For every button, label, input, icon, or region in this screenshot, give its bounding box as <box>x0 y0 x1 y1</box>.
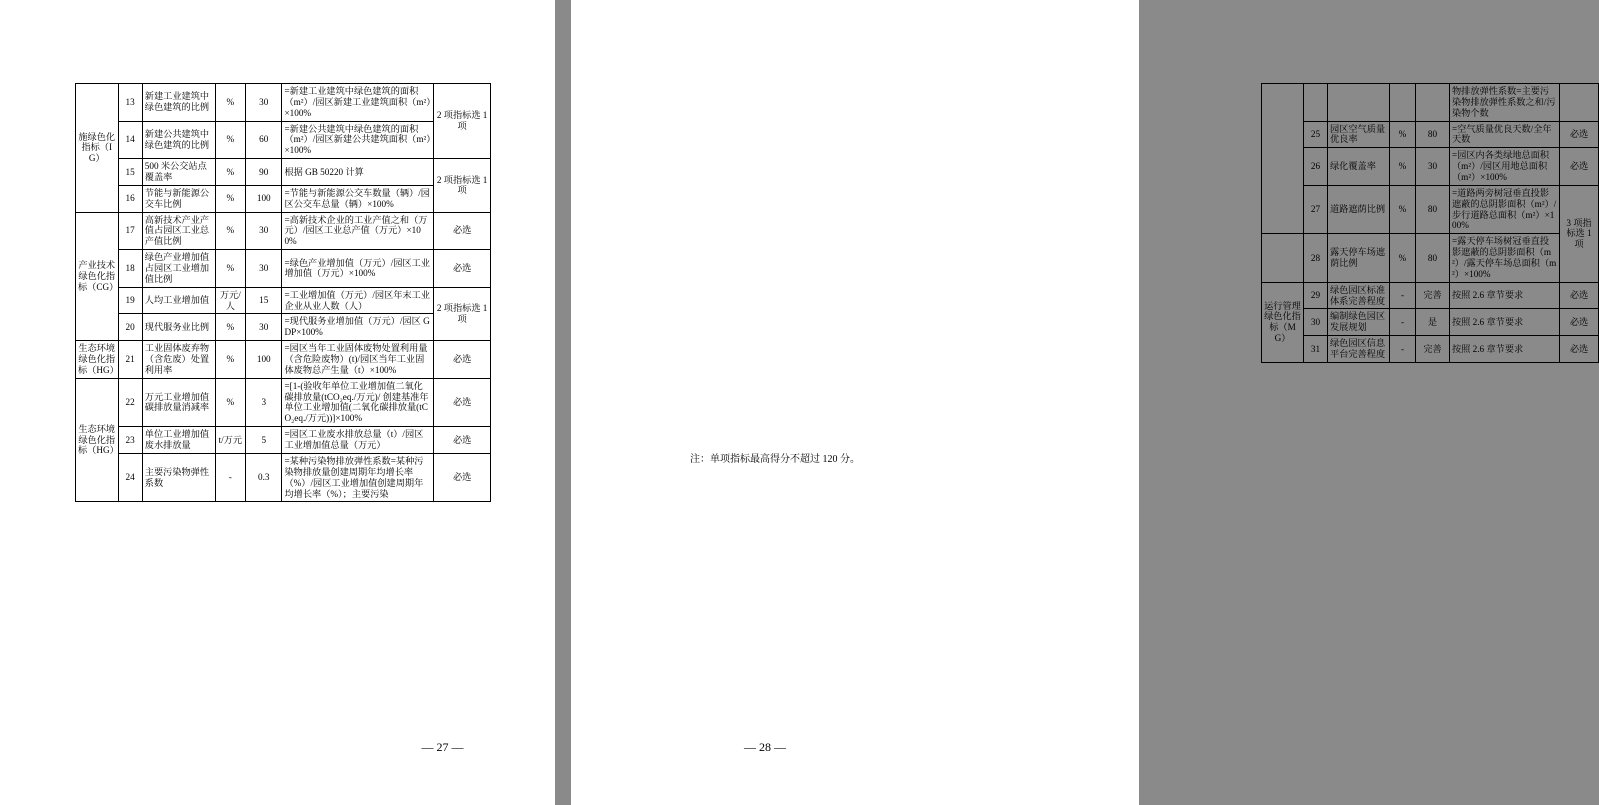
cell-unit: % <box>215 378 245 426</box>
cell-type: 必选 <box>1560 309 1599 336</box>
cell-formula: =园区内各类绿地总面积（m²）/园区用地总面积（m²）×100% <box>1450 148 1560 186</box>
table-row <box>1262 336 1599 363</box>
cell-type: 必选 <box>1560 121 1599 148</box>
table-row <box>1262 148 1599 186</box>
cell-unit: % <box>215 212 245 250</box>
table-row <box>76 287 491 314</box>
cell-formula: 按照 2.6 章节要求 <box>1450 309 1560 336</box>
cell-formula: =节能与新能源公交车数量（辆）/园区公交车总量（辆）×100% <box>282 185 434 212</box>
table-row <box>76 378 491 426</box>
cell-no: 25 <box>1304 121 1328 148</box>
cell-no: 18 <box>118 250 142 288</box>
table-note: 注：单项指标最高得分不超过 120 分。 <box>690 454 860 465</box>
cell-type <box>1560 84 1599 122</box>
page-number-right: — 28 — <box>744 740 786 754</box>
cell-value: 30 <box>246 84 282 122</box>
cell-name: 绿色产业增加值占园区工业增加值比例 <box>142 250 215 288</box>
cell-name: 绿色园区信息平台完善程度 <box>1328 336 1390 363</box>
cell-name: 人均工业增加值 <box>142 287 215 314</box>
cell-no: 30 <box>1304 309 1328 336</box>
cell-name: 道路遮荫比例 <box>1328 185 1390 233</box>
cell-name: 高新技术产业产值占园区工业总产值比例 <box>142 212 215 250</box>
cell-type: 3 项指标选 1 项 <box>1560 185 1599 282</box>
cell-unit <box>1390 84 1416 122</box>
cell-value: 0.3 <box>246 453 282 501</box>
cell-category <box>1262 84 1304 234</box>
cell-name: 绿色园区标准体系完善程度 <box>1328 282 1390 309</box>
cell-name: 绿化覆盖率 <box>1328 148 1390 186</box>
cell-name: 新建工业建筑中绿色建筑的比例 <box>142 84 215 122</box>
cell-type: 2 项指标选 1 项 <box>434 84 491 159</box>
cell-no: 20 <box>118 314 142 341</box>
cell-no <box>1304 84 1328 122</box>
cell-formula: 按照 2.6 章节要求 <box>1450 282 1560 309</box>
cell-formula: =工业增加值（万元）/园区年末工业企业从业人数（人） <box>282 287 434 314</box>
cell-type: 必选 <box>434 427 491 454</box>
cell-no: 23 <box>118 427 142 454</box>
cell-unit: % <box>215 314 245 341</box>
table-row <box>1262 309 1599 336</box>
cell-type: 2 项指标选 1 项 <box>434 287 491 340</box>
cell-category: 生态环境绿色化指标（HG） <box>76 378 119 502</box>
cell-name: 单位工业增加值废水排放量 <box>142 427 215 454</box>
cell-value: 30 <box>246 314 282 341</box>
cell-unit: % <box>215 121 245 159</box>
cell-value: 30 <box>1416 148 1450 186</box>
cell-category: 产业技术绿色化指标（CG） <box>76 212 119 341</box>
cell-name: 工业固体废弃物（含危废）处置利用率 <box>142 341 215 379</box>
cell-unit: % <box>1390 185 1416 233</box>
cell-unit: % <box>215 185 245 212</box>
cell-no: 21 <box>118 341 142 379</box>
table-row <box>76 185 491 212</box>
cell-name: 园区空气质量优良率 <box>1328 121 1390 148</box>
cell-type: 必选 <box>434 341 491 379</box>
cell-type: 2 项指标选 1 项 <box>434 159 491 212</box>
page-right <box>571 0 1592 805</box>
table-row <box>76 159 491 186</box>
cell-formula: =某种污染物排放弹性系数=某种污染物排放量创建周期年均增长率（%）/园区工业增加值创建周期年均增长率（%）；主要污染 <box>282 453 434 501</box>
cell-name: 节能与新能源公交车比例 <box>142 185 215 212</box>
cell-type: 必选 <box>1560 148 1599 186</box>
cell-type: 必选 <box>434 453 491 501</box>
cell-no: 13 <box>118 84 142 122</box>
cell-no: 19 <box>118 287 142 314</box>
cell-category: 运行管理绿色化指标（MG） <box>1262 282 1304 362</box>
cell-name: 露天停车场遮荫比例 <box>1328 234 1390 282</box>
cell-no: 31 <box>1304 336 1328 363</box>
cell-value: 5 <box>246 427 282 454</box>
cell-value: 30 <box>246 250 282 288</box>
cell-formula: =新建工业建筑中绿色建筑的面积（m²）/园区新建工业建筑面积（m²）×100% <box>282 84 434 122</box>
cell-type: 必选 <box>1560 282 1599 309</box>
cell-name: 编制绿色园区发展规划 <box>1328 309 1390 336</box>
indicator-table-left <box>75 83 491 502</box>
cell-unit: % <box>1390 121 1416 148</box>
cell-category <box>1262 234 1304 282</box>
cell-formula: =道路两旁树冠垂直投影遮蔽的总阴影面积（m²）/步行道路总面积（m²）×100% <box>1450 185 1560 233</box>
cell-formula: =空气质量优良天数/全年天数 <box>1450 121 1560 148</box>
cell-formula: =露天停车场树冠垂直投影遮蔽的总阴影面积（m²）/露天停车场总面积（m²）×100% <box>1450 234 1560 282</box>
table-row <box>1262 121 1599 148</box>
cell-type: 必选 <box>434 378 491 426</box>
cell-formula: =园区当年工业固体废物处置利用量（含危险废物）(t)/园区当年工业固体废物总产生量（t）×100% <box>282 341 434 379</box>
page-number-left: — 27 — <box>421 740 464 754</box>
cell-type: 必选 <box>434 212 491 250</box>
table-row <box>1262 234 1599 282</box>
cell-no: 28 <box>1304 234 1328 282</box>
cell-formula: =新建公共建筑中绿色建筑的面积（m²）/园区新建公共建筑面积（m²）×100% <box>282 121 434 159</box>
cell-formula: 按照 2.6 章节要求 <box>1450 336 1560 363</box>
cell-value: 80 <box>1416 185 1450 233</box>
cell-value: 80 <box>1416 234 1450 282</box>
table-row <box>76 314 491 341</box>
cell-formula: =高新技术企业的工业产值之和（万元）/园区工业总产值（万元）×100% <box>282 212 434 250</box>
cell-no: 16 <box>118 185 142 212</box>
cell-value: 90 <box>246 159 282 186</box>
cell-type: 必选 <box>434 250 491 288</box>
cell-no: 15 <box>118 159 142 186</box>
cell-value: 60 <box>246 121 282 159</box>
indicator-table-right <box>1261 83 1599 363</box>
cell-name: 现代服务业比例 <box>142 314 215 341</box>
table-row <box>76 84 491 122</box>
cell-formula: =绿色产业增加值（万元）/园区工业增加值（万元）×100% <box>282 250 434 288</box>
cell-unit: - <box>1390 282 1416 309</box>
formula-text: =[1-(验收年单位工业增加值二氧化碳排放量(tCO₂eq./万元)/ 创建基准年单位工业增加值(二氧化碳排放量(tCO₂eq./万元))]×100% <box>284 380 429 424</box>
cell-no: 26 <box>1304 148 1328 186</box>
cell-unit: 万元/人 <box>215 287 245 314</box>
cell-formula: 根据 GB 50220 计算 <box>282 159 434 186</box>
cell-value: 30 <box>246 212 282 250</box>
cell-value: 完善 <box>1416 336 1450 363</box>
table-row <box>76 121 491 159</box>
cell-unit: t/万元 <box>215 427 245 454</box>
cell-formula: =现代服务业增加值（万元）/园区 GDP×100% <box>282 314 434 341</box>
cell-name: 新建公共建筑中绿色建筑的比例 <box>142 121 215 159</box>
cell-category: 生态环境绿色化指标（HG） <box>76 341 119 379</box>
cell-unit: % <box>215 341 245 379</box>
cell-no: 24 <box>118 453 142 501</box>
cell-no: 22 <box>118 378 142 426</box>
cell-unit: - <box>1390 309 1416 336</box>
cell-unit: % <box>215 159 245 186</box>
cell-value: 100 <box>246 341 282 379</box>
table-row <box>76 427 491 454</box>
table-row <box>76 341 491 379</box>
table-row <box>76 250 491 288</box>
cell-unit: - <box>1390 336 1416 363</box>
cell-formula <box>282 378 434 426</box>
cell-value: 100 <box>246 185 282 212</box>
cell-type: 必选 <box>1560 336 1599 363</box>
cell-name <box>1328 84 1390 122</box>
table-row <box>1262 185 1599 233</box>
cell-no: 14 <box>118 121 142 159</box>
cell-category: 施绿色化指标（IG） <box>76 84 119 213</box>
cell-no: 29 <box>1304 282 1328 309</box>
table-row <box>1262 282 1599 309</box>
table-row <box>1262 84 1599 122</box>
cell-no: 27 <box>1304 185 1328 233</box>
cell-unit: % <box>1390 148 1416 186</box>
table-row <box>76 453 491 501</box>
page-left <box>0 0 555 805</box>
cell-name: 主要污染物弹性系数 <box>142 453 215 501</box>
cell-no: 17 <box>118 212 142 250</box>
cell-unit: - <box>215 453 245 501</box>
cell-name: 万元工业增加值碳排放量消减率 <box>142 378 215 426</box>
cell-value: 15 <box>246 287 282 314</box>
cell-value: 3 <box>246 378 282 426</box>
cell-formula: 物排放弹性系数=主要污染物排放弹性系数之和/污染物个数 <box>1450 84 1560 122</box>
cell-formula: =园区工业废水排放总量（t）/园区工业增加值总量（万元） <box>282 427 434 454</box>
cell-unit: % <box>215 250 245 288</box>
table-row <box>76 212 491 250</box>
cell-value: 是 <box>1416 309 1450 336</box>
cell-value: 80 <box>1416 121 1450 148</box>
cell-name: 500 米公交站点覆盖率 <box>142 159 215 186</box>
cell-value <box>1416 84 1450 122</box>
cell-unit: % <box>215 84 245 122</box>
cell-unit: % <box>1390 234 1416 282</box>
cell-value: 完善 <box>1416 282 1450 309</box>
